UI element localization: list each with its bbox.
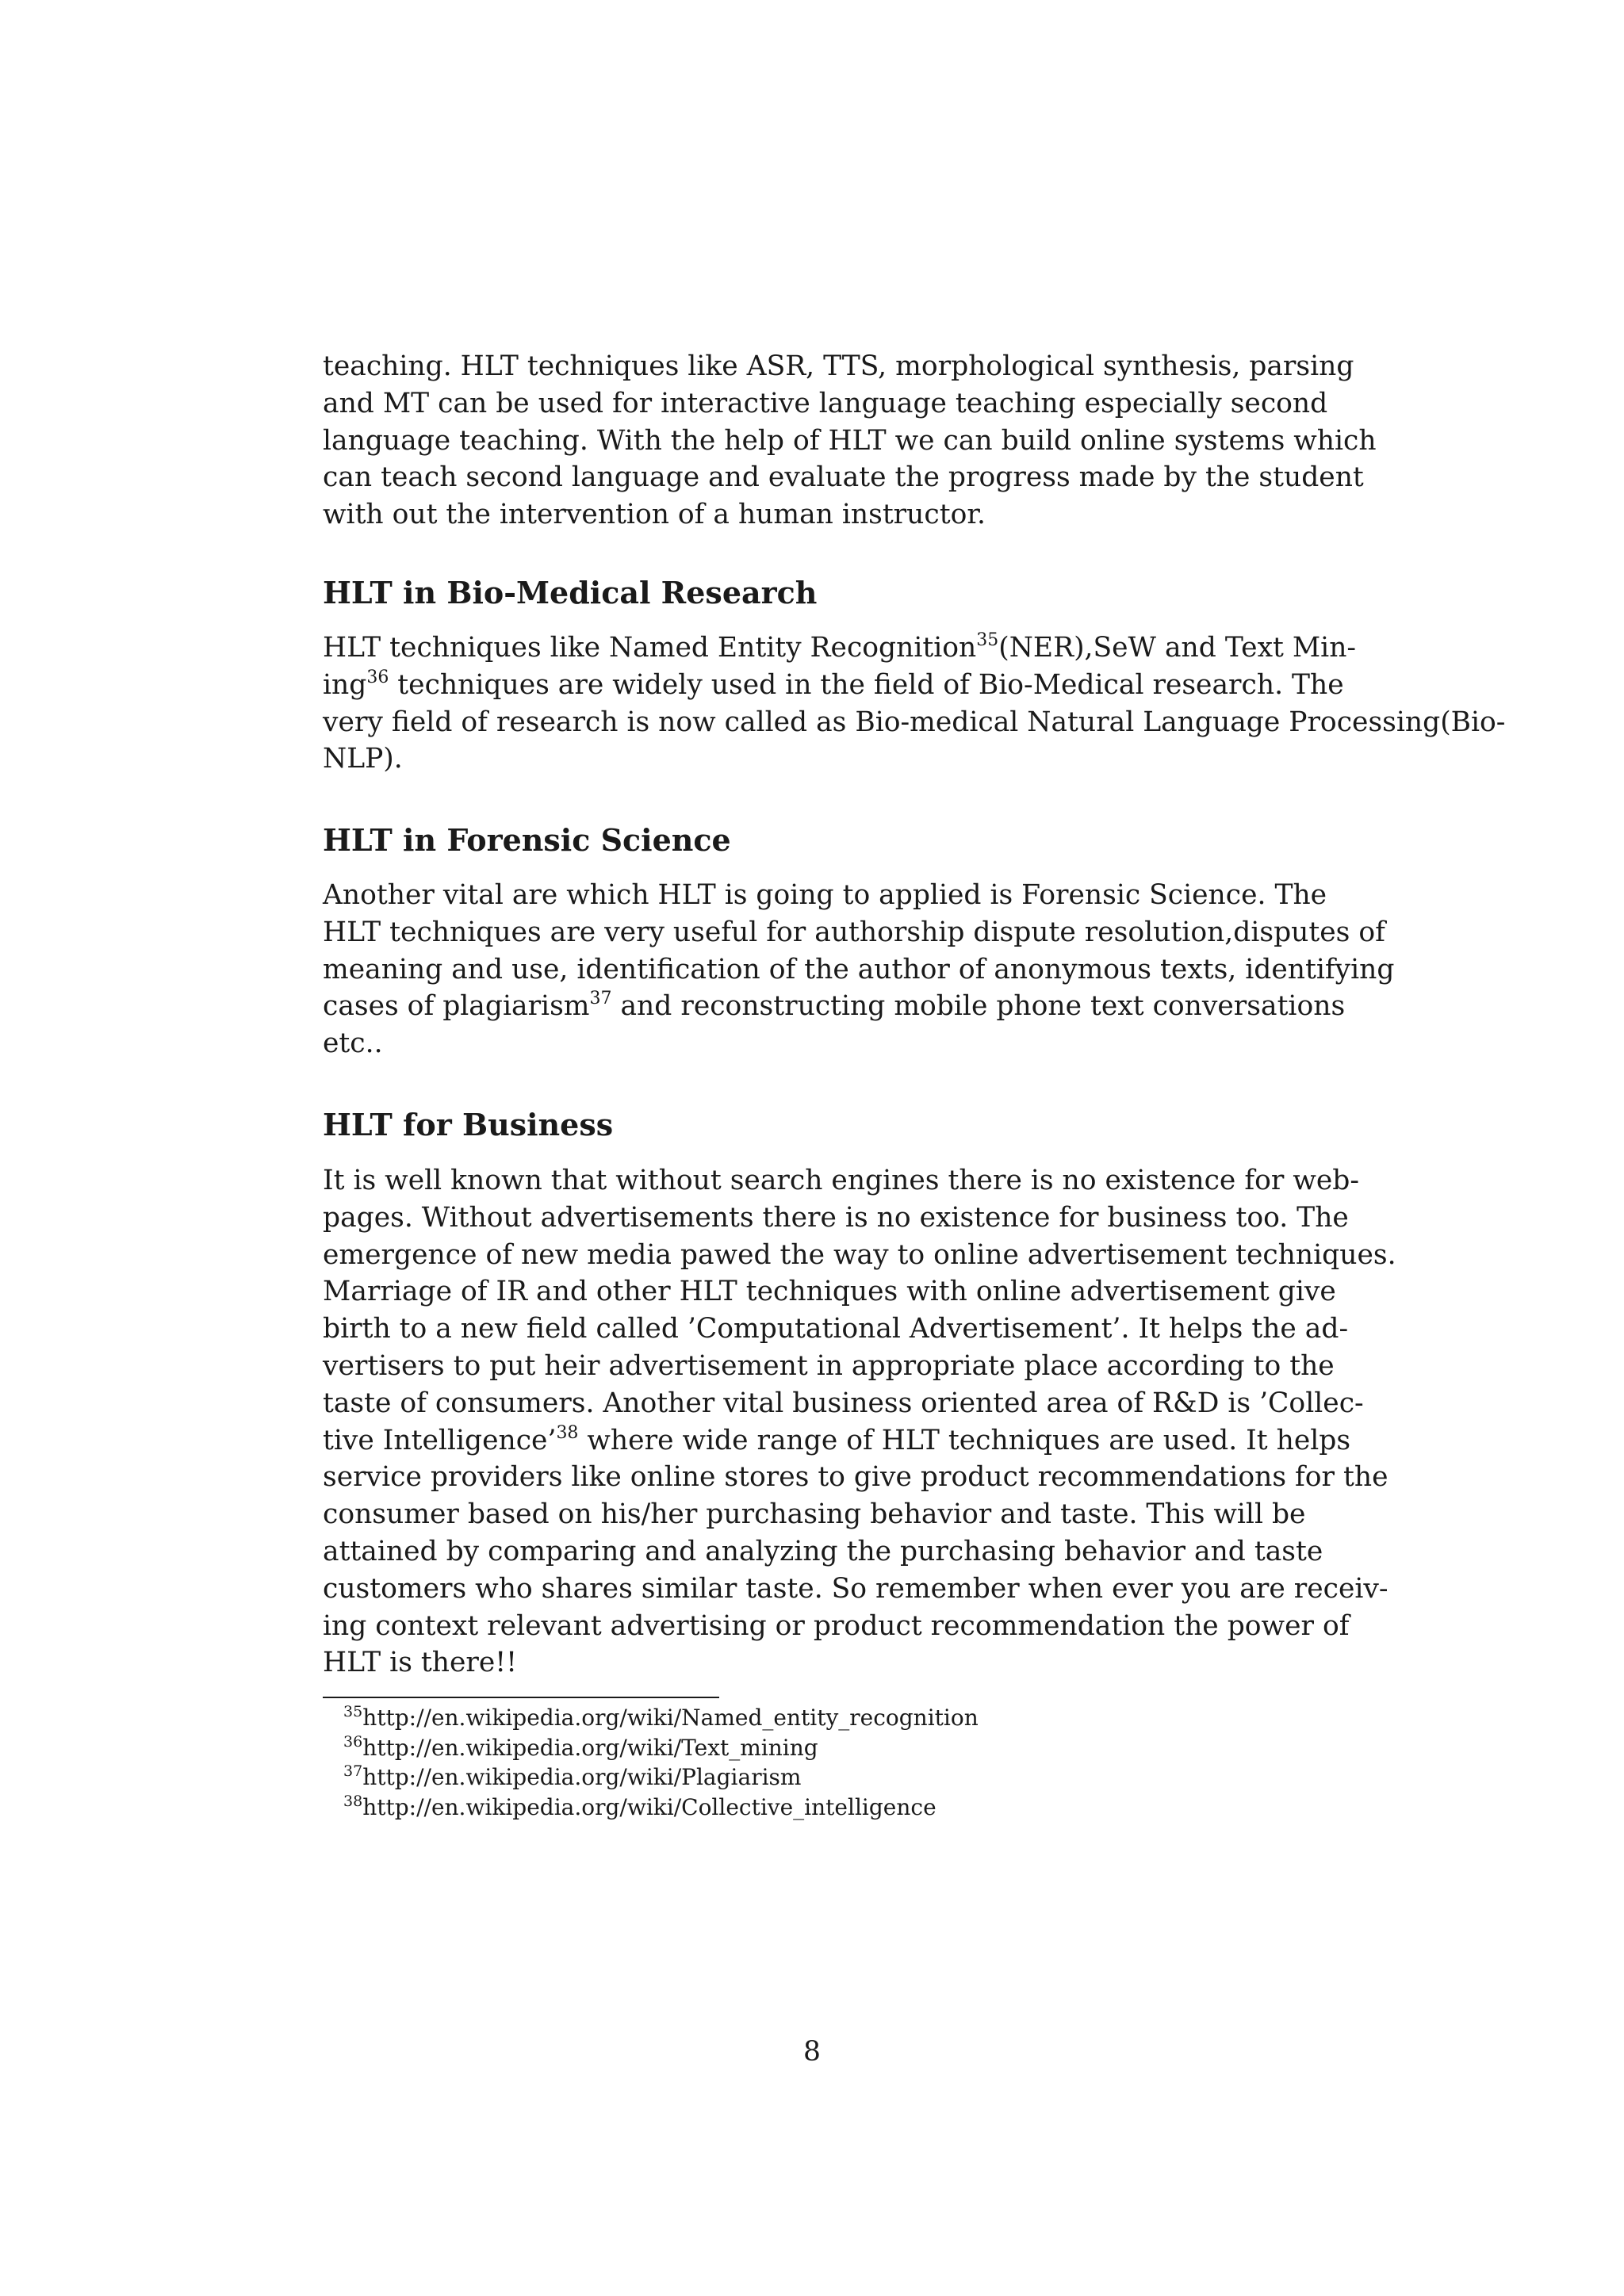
footnote-number: 36 bbox=[343, 1732, 363, 1751]
paragraph-line: HLT is there!! bbox=[323, 1647, 518, 1679]
section-heading-biomedical: HLT in Bio-Medical Research bbox=[323, 575, 818, 610]
footnote-link[interactable]: http://en.wikipedia.org/wiki/Collective_intelligence bbox=[362, 1793, 936, 1820]
footnote-38 bbox=[343, 1793, 979, 1823]
footnote-number: 35 bbox=[343, 1703, 363, 1720]
paragraph-line: and MT can be used for interactive language teaching especially second bbox=[323, 387, 1328, 419]
text-run: techniques are widely used in the field of Bio-Medical research. The bbox=[389, 668, 1344, 701]
footnote-ref: 37 bbox=[589, 989, 612, 1009]
paragraph-line: HLT techniques are very useful for authorship dispute resolution,disputes of bbox=[323, 916, 1385, 948]
paragraph-line: meaning and use, identification of the author of anonymous texts, identifying bbox=[323, 953, 1395, 985]
footnote-36 bbox=[343, 1733, 979, 1763]
text-run: cases of plagiarism bbox=[323, 990, 590, 1023]
paragraph-line: consumer based on his/her purchasing behavior and taste. This will be bbox=[323, 1498, 1306, 1531]
footnotes bbox=[343, 1703, 979, 1822]
biomedical-paragraph bbox=[323, 629, 1506, 778]
paragraph-line bbox=[323, 988, 1346, 1025]
paragraph-line: Another vital are which HLT is going to applied is Forensic Science. The bbox=[323, 879, 1327, 911]
paragraph-line: emergence of new media pawed the way to online advertisement techniques. bbox=[323, 1238, 1396, 1271]
paragraph-line: service providers like online stores to give product recommendations for the bbox=[323, 1461, 1388, 1494]
paragraph-line: teaching. HLT techniques like ASR, TTS, morphological synthesis, parsing bbox=[323, 350, 1354, 382]
paragraph-line: vertisers to put heir advertisement in appropriate place according to the bbox=[323, 1349, 1335, 1382]
footnote-number: 37 bbox=[343, 1762, 363, 1780]
paragraph-line: Marriage of IR and other HLT techniques with online advertisement give bbox=[323, 1276, 1336, 1308]
section-heading-forensic: HLT in Forensic Science bbox=[323, 822, 731, 858]
paragraph-line bbox=[323, 1422, 1351, 1460]
paragraph-line: attained by comparing and analyzing the purchasing behavior and taste bbox=[323, 1535, 1323, 1567]
text-run: where wide range of HLT techniques are used. It helps bbox=[578, 1424, 1351, 1456]
paragraph-line: with out the intervention of a human instructor. bbox=[323, 499, 986, 531]
footnote-link[interactable]: http://en.wikipedia.org/wiki/Named_entity_recognition bbox=[362, 1705, 979, 1731]
paragraph-line: customers who shares similar taste. So remember when ever you are receiv- bbox=[323, 1572, 1388, 1605]
paragraph-line: etc.. bbox=[323, 1027, 383, 1060]
footnote-ref: 36 bbox=[366, 667, 389, 687]
footnote-number: 38 bbox=[343, 1792, 363, 1810]
page-number: 8 bbox=[803, 2036, 821, 2068]
text-run: ing bbox=[323, 668, 367, 701]
forensic-paragraph bbox=[323, 877, 1395, 1062]
text-run: and reconstructing mobile phone text conversations bbox=[611, 990, 1346, 1023]
section-heading-business: HLT for Business bbox=[323, 1107, 614, 1142]
footnote-37 bbox=[343, 1762, 979, 1793]
footnote-ref: 38 bbox=[556, 1422, 579, 1443]
paragraph-line: taste of consumers. Another vital business oriented area of R&D is ’Collec- bbox=[323, 1387, 1364, 1419]
paragraph-line bbox=[323, 629, 1357, 667]
paragraph-line: language teaching. With the help of HLT we can build online systems which bbox=[323, 424, 1377, 457]
footnote-divider bbox=[323, 1697, 719, 1698]
text-run: HLT techniques like Named Entity Recognition bbox=[323, 632, 977, 664]
paragraph-line: can teach second language and evaluate the progress made by the student bbox=[323, 461, 1364, 494]
text-run: tive Intelligence’ bbox=[323, 1424, 557, 1456]
footnote-35 bbox=[343, 1703, 979, 1733]
intro-paragraph bbox=[323, 348, 1377, 534]
footnote-ref: 35 bbox=[976, 630, 999, 650]
paragraph-line: birth to a new field called ’Computational Advertisement’. It helps the ad- bbox=[323, 1313, 1349, 1345]
business-paragraph bbox=[323, 1162, 1396, 1682]
footnote-link[interactable]: http://en.wikipedia.org/wiki/Plagiarism bbox=[362, 1764, 802, 1790]
footnote-link[interactable]: http://en.wikipedia.org/wiki/Text_mining bbox=[362, 1734, 818, 1761]
paragraph-line: pages. Without advertisements there is no existence for business too. The bbox=[323, 1201, 1349, 1234]
paragraph-line: ing context relevant advertising or product recommendation the power of bbox=[323, 1609, 1350, 1642]
paragraph-line: NLP). bbox=[323, 743, 403, 775]
paragraph-line: very field of research is now called as Bio-medical Natural Language Processing(Bio- bbox=[323, 706, 1506, 738]
paragraph-line: It is well known that without search engines there is no existence for web- bbox=[323, 1165, 1360, 1196]
paragraph-line bbox=[323, 667, 1344, 704]
text-run: (NER),SeW and Text Min- bbox=[998, 632, 1357, 664]
